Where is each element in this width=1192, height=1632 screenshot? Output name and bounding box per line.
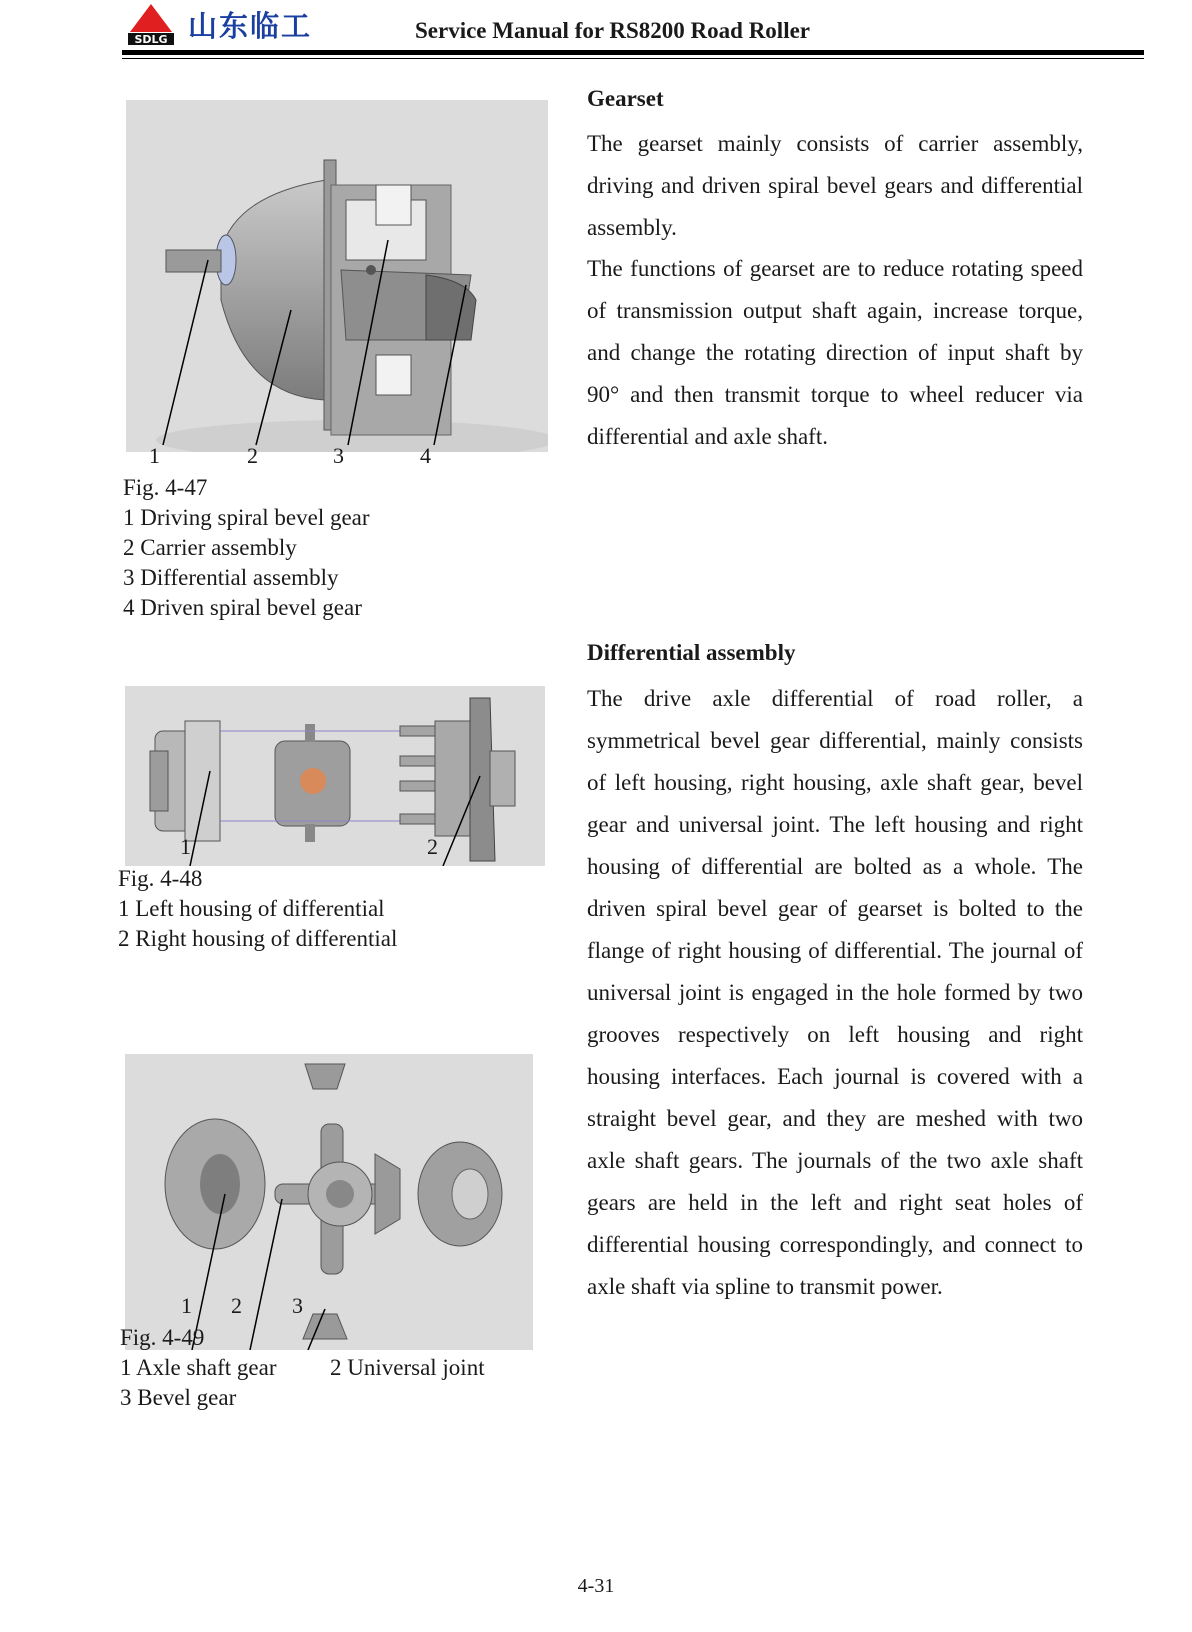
- callout-1: 1: [180, 834, 191, 859]
- callout-2: 2: [247, 443, 258, 468]
- page-number: 4-31: [577, 1575, 615, 1597]
- legend-item: 3 Bevel gear: [120, 1385, 237, 1410]
- callout-1: 1: [181, 1293, 192, 1318]
- legend-item: 2 Universal joint: [330, 1355, 485, 1380]
- logo-chinese-name: 山东临工: [188, 9, 313, 43]
- figure-caption: Fig. 4-49: [120, 1325, 205, 1350]
- header-rule-thick: [122, 50, 1144, 55]
- legend-item: 1 Driving spiral bevel gear: [123, 505, 370, 530]
- section-paragraph: The drive axle differential of road roller, a symmetrical bevel gear differential, mainly consists of left housing, right housing, axle shaft gear, bevel gear and universal joint. The left housing and right housing of differential are bolted as a whole. The driven spiral bevel gear of gearset is bolted to the flange of right housing of differential. The journal of universal joint is engaged in the hole formed by two grooves respectively on left housing and right housing interfaces. Each journal is covered with a straight bevel gear, and they are meshed with two axle shaft gears. The journals of the two axle shaft gears are held in the left and right seat holes of differential housing correspondingly, and connect to axle shaft via spline to transmit power.: [587, 686, 1083, 1299]
- callout-4: 4: [420, 443, 431, 468]
- callout-3: 3: [333, 443, 344, 468]
- legend-item: 4 Driven spiral bevel gear: [123, 595, 362, 620]
- legend-item: 2 Right housing of differential: [118, 926, 398, 951]
- manual-title: Service Manual for RS8200 Road Roller: [415, 18, 811, 43]
- callout-2: 2: [231, 1293, 242, 1318]
- section-paragraph: The functions of gearset are to reduce rotating speed of transmission output shaft again, increase torque, and change the rotating direction of input shaft by 90° and then transmit torque to wheel reducer via differential and axle shaft.: [587, 256, 1083, 449]
- legend-item: 3 Differential assembly: [123, 565, 339, 590]
- sdlg-emblem-icon: [126, 2, 176, 46]
- figure-4-47-image: [126, 100, 548, 452]
- svg-text:SDLG: SDLG: [134, 33, 168, 46]
- callout-2: 2: [427, 834, 438, 859]
- legend-item: 1 Axle shaft gear: [120, 1355, 277, 1380]
- callout-1: 1: [149, 443, 160, 468]
- header-rule-thin: [122, 58, 1144, 59]
- legend-item: 2 Carrier assembly: [123, 535, 297, 560]
- sdlg-logo: [122, 2, 352, 46]
- section-paragraph: The gearset mainly consists of carrier assembly, driving and driven spiral bevel gears and differential assembly.: [587, 131, 1083, 240]
- figure-caption: Fig. 4-48: [118, 866, 203, 891]
- figure-caption: Fig. 4-47: [123, 475, 208, 500]
- legend-item: 1 Left housing of differential: [118, 896, 385, 921]
- callout-3: 3: [292, 1293, 303, 1318]
- section-heading: Gearset: [587, 86, 664, 111]
- section-heading: Differential assembly: [587, 640, 796, 665]
